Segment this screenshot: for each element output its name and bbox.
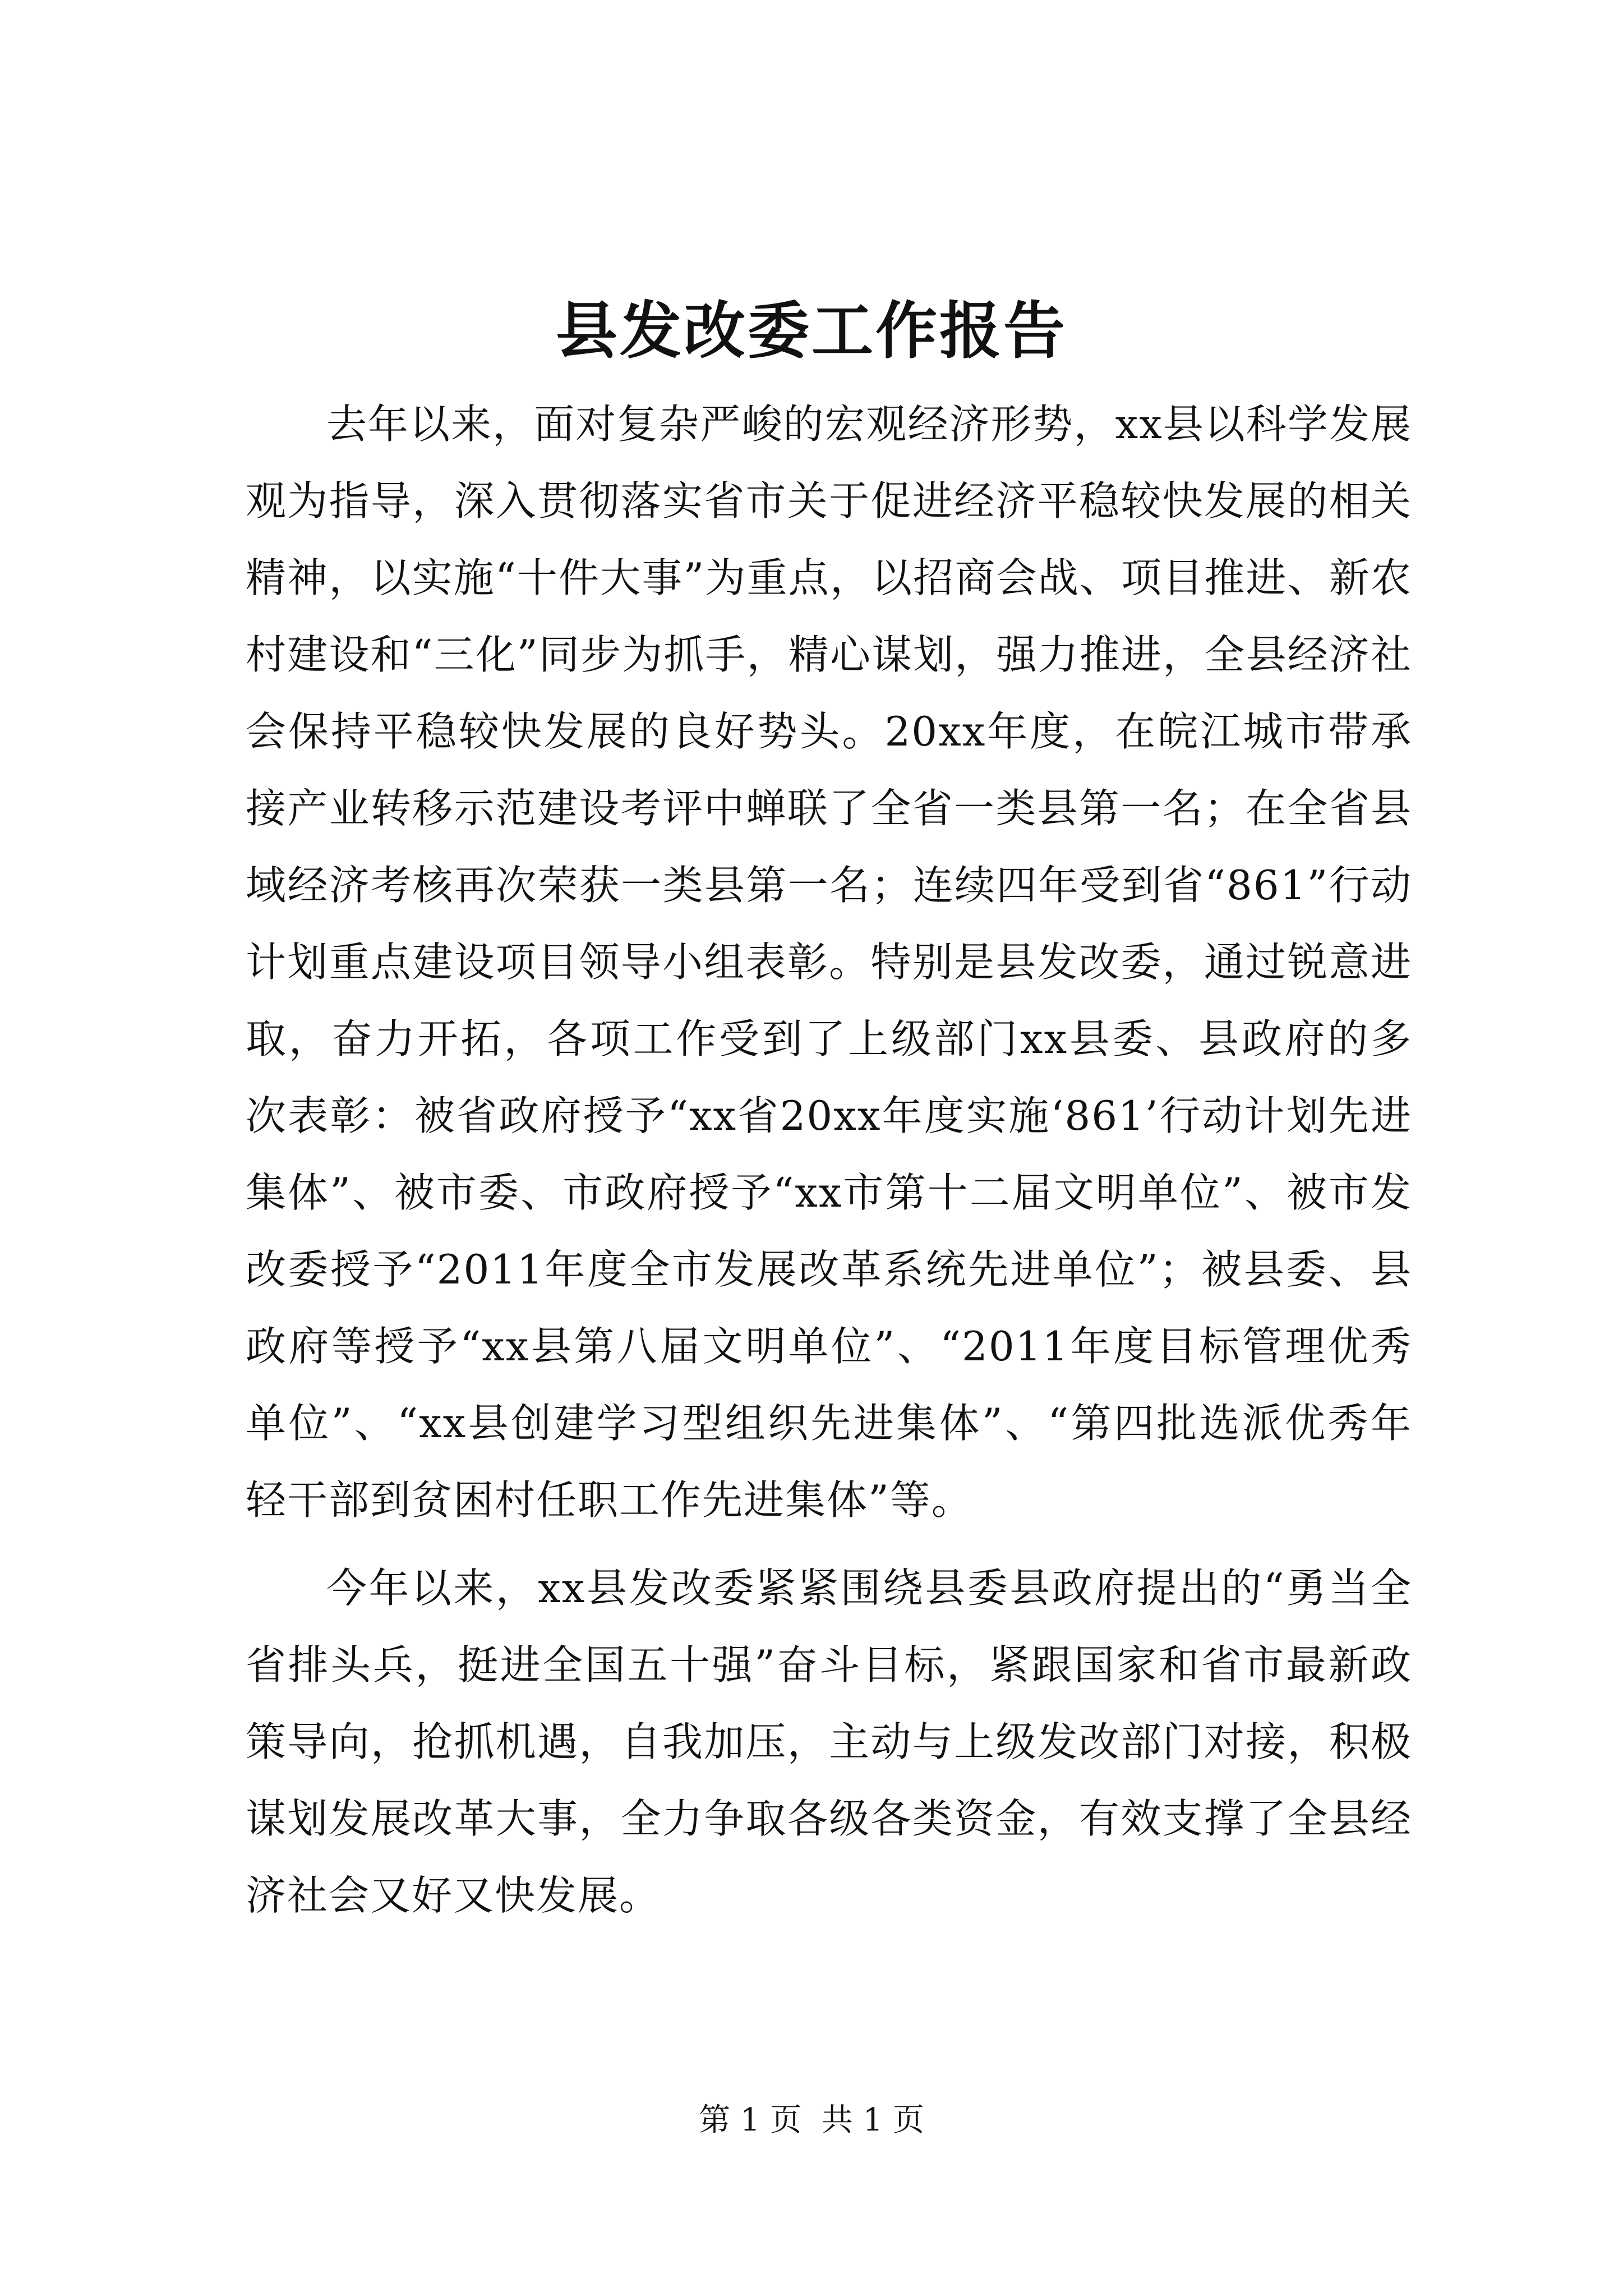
body-paragraph: 去年以来，面对复杂严峻的宏观经济形势，xx县以科学发展观为指导，深入贯彻落实省市关于促进经济平稳较快发展的相关精神，以实施“十件大事”为重点，以招商会战、项目推进、新农村建设和“三化”同步为抓手，精心谋划，强力推进，全县经济社会保持平稳较快发展的良好势头。20xx年度，在皖江城市带承接产业转移示范建设考评中蝉联了全省一类县第一名；在全省县域经济考核再次荣获一类县第一名；连续四年受到省“861”行动计划重点建设项目领导小组表彰。特别是县发改委，通过锐意进取，奋力开拓，各项工作受到了上级部门xx县委、县政府的多次表彰：被省政府授予“xx省20xx年度实施‘861’行动计划先进集体”、被市委、市政府授予“xx市第十二届文明单位”、被市发改委授予“2011年度全市发展改革系统先进单位”；被县委、县政府等授予“xx县第八届文明单位”、“2011年度目标管理优秀单位”、“xx县创建学习型组织先进集体”、“第四批选派优秀年轻干部到贫困村任职工作先进集体”等。 — [246, 401, 1412, 1524]
page-number-label: 第 1 页 共 1 页 — [698, 2102, 925, 2138]
document-body — [246, 386, 1412, 1934]
page-footer — [0, 2098, 1623, 2143]
document-title: 县发改委工作报告 — [556, 295, 1067, 367]
body-paragraph: 今年以来，xx县发改委紧紧围绕县委县政府提出的“勇当全省排头兵，挺进全国五十强”奋斗目标，紧跟国家和省市最新政策导向，抢抓机遇，自我加压，主动与上级发改部门对接，积极谋划发展改革大事，全力争取各级各类资金，有效支撑了全县经济社会又好又快发展。 — [246, 1565, 1412, 1919]
